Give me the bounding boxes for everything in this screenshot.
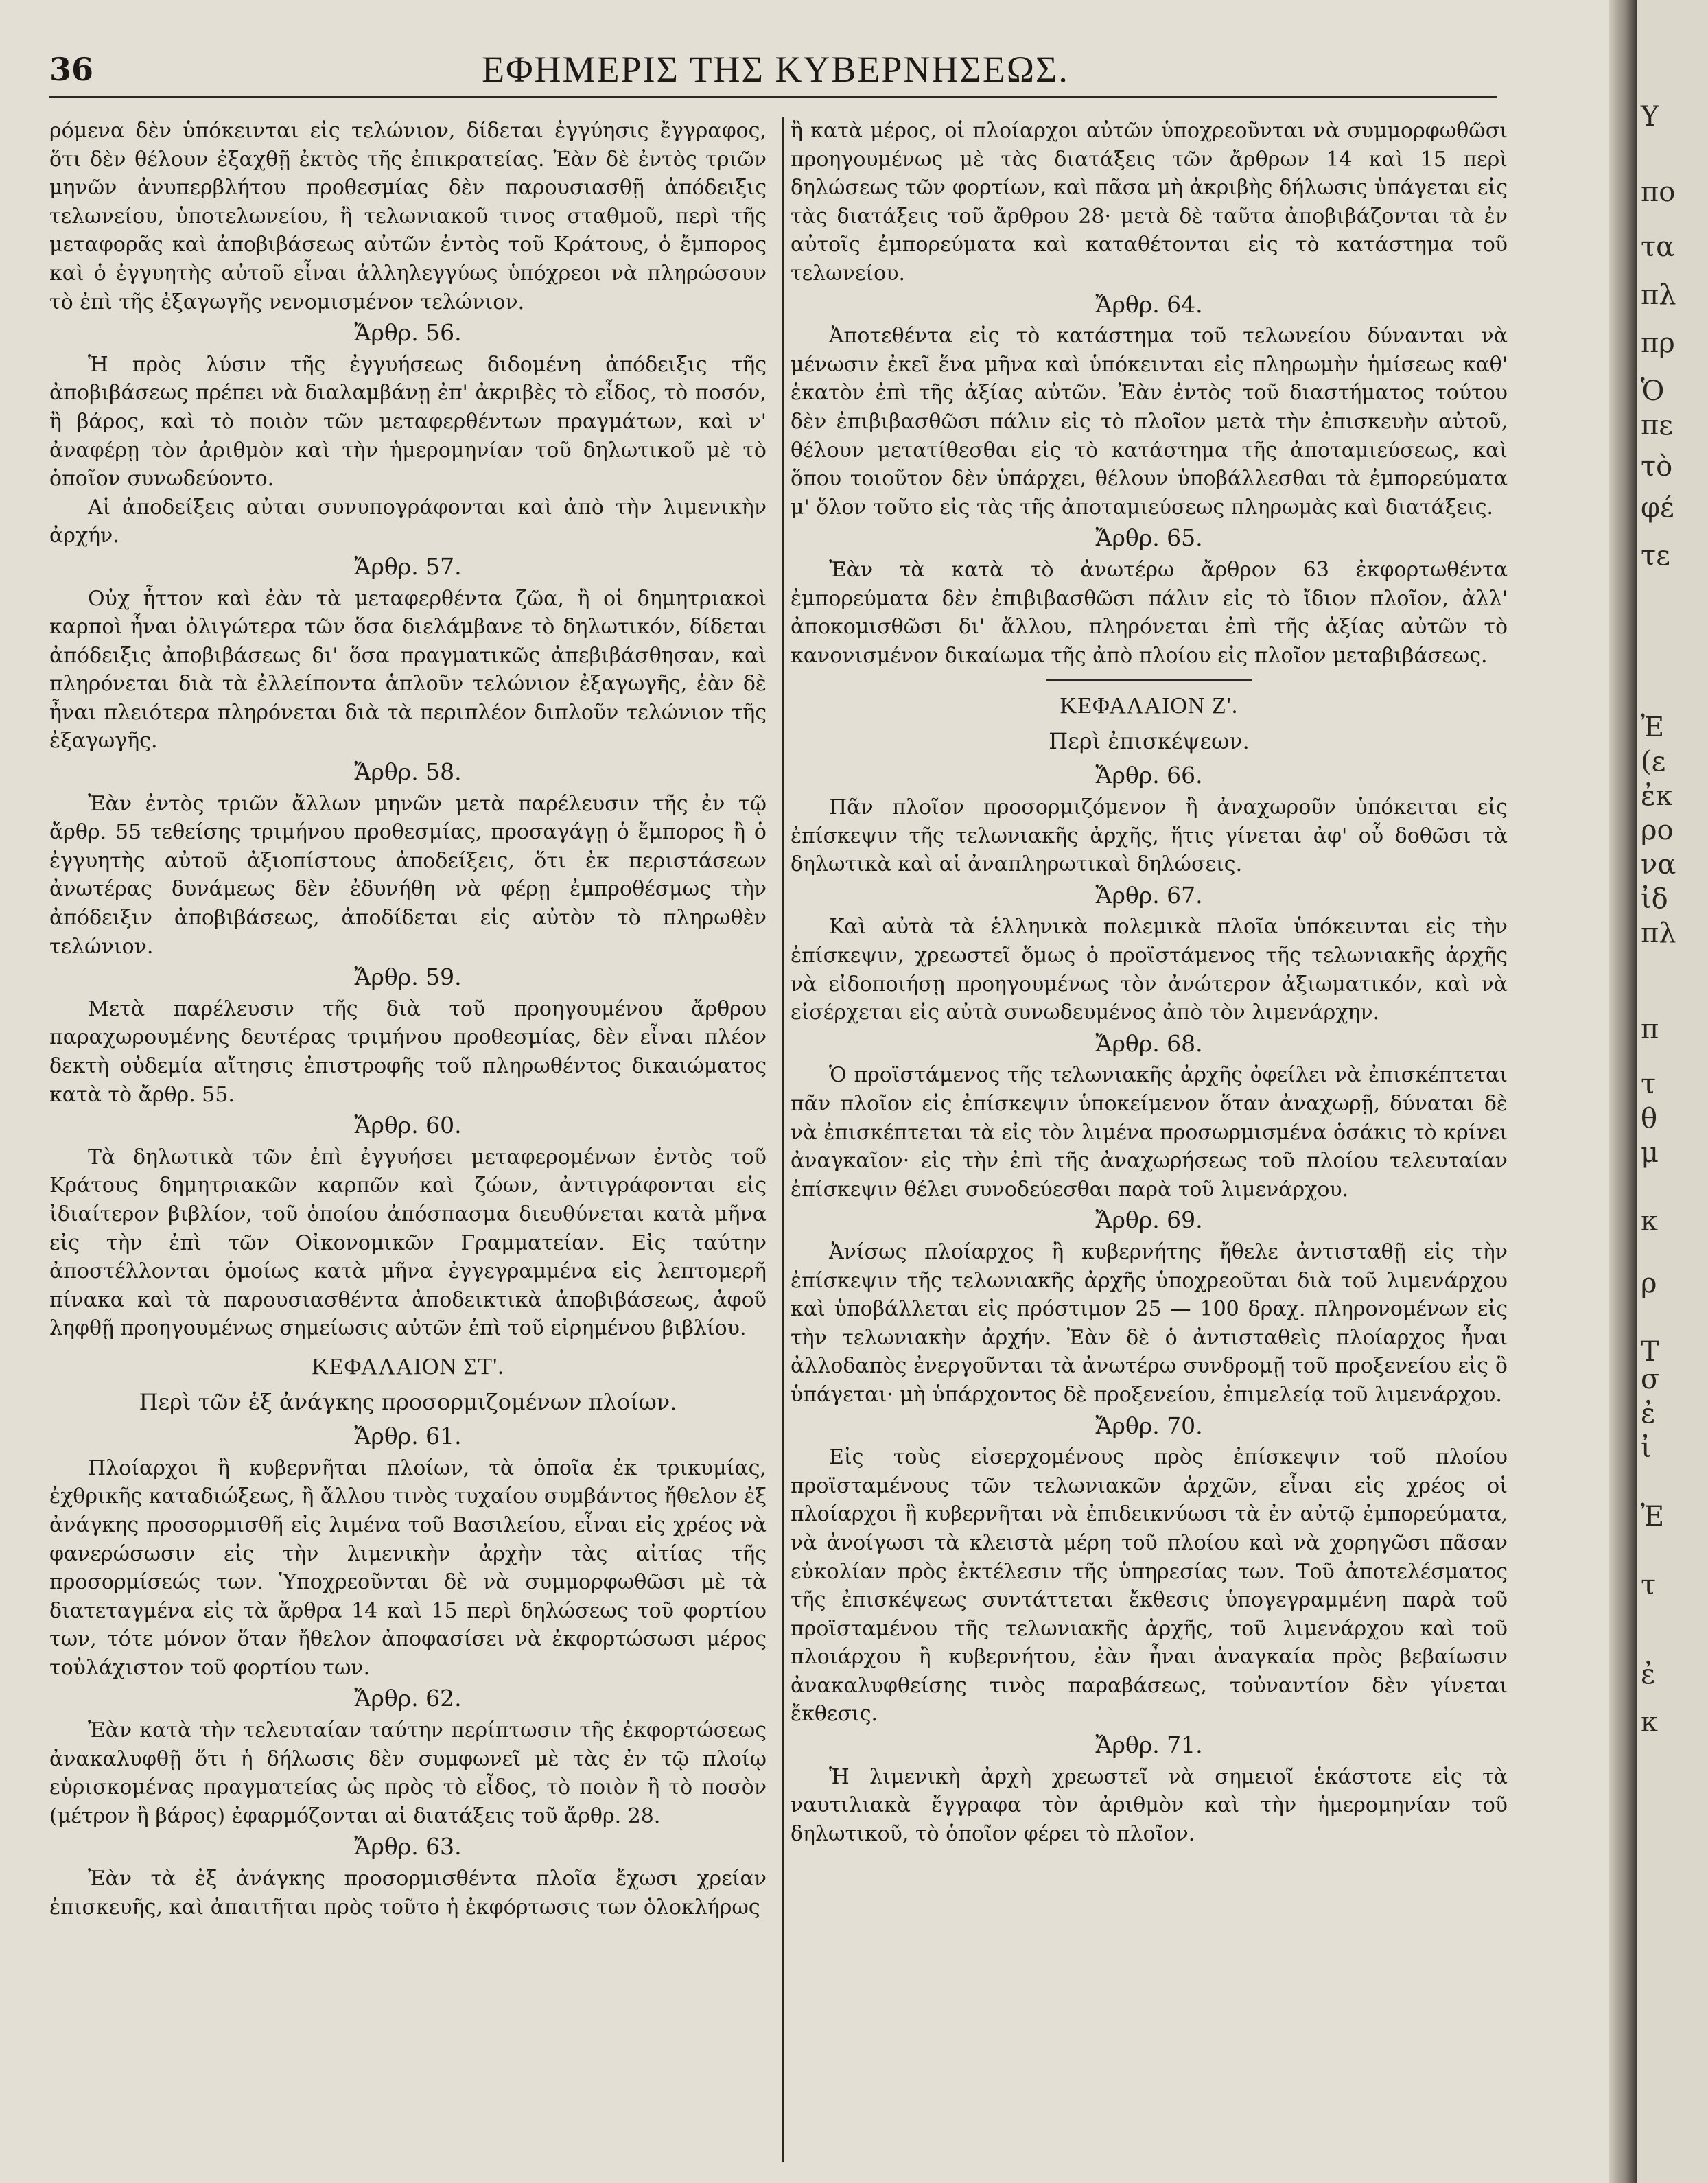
adjacent-page-fragment: ἐκ	[1641, 780, 1673, 812]
article-heading: Ἄρθρ. 70.	[1095, 1412, 1203, 1439]
adjacent-page-fragment: ρ	[1641, 1268, 1657, 1299]
article-heading: Ἄρθρ. 56.	[354, 319, 462, 347]
article-heading: Ἄρθρ. 66.	[1095, 762, 1203, 789]
adjacent-page-fragment: Ἐ	[1641, 1501, 1665, 1532]
adjacent-page-fragment: να	[1641, 849, 1676, 880]
page-number: 36	[49, 51, 94, 88]
article-heading: Ἄρθρ. 62.	[354, 1685, 462, 1712]
paragraph: Ἡ λιμενικὴ ἀρχὴ χρεωστεῖ νὰ σημειοῖ ἑκάστοτε εἰς τὰ ναυτιλιακὰ ἔγγραφα τὸν ἀριθμὸν καὶ τὴν ἡμερομηνίαν τοῦ δηλωτικοῦ, τὸ ὁποῖον φέρει τὸ πλοῖον.	[791, 1764, 1508, 1846]
paragraph: Ἀνίσως πλοίαρχος ἢ κυβερνήτης ἤθελε ἀντισταθῇ εἰς τὴν ἐπίσκεψιν τῆς τελωνιακῆς ἀρχῆς ὑποχρεοῦται διὰ τοῦ λιμενάρχου καὶ ὑποβάλλεται εἰς πρόστιμον 25 — 100 δραχ. πληρονομένων εἰς τὴν τελωνιακὴν ἀρχήν. Ἐὰν δὲ ὁ ἀντισταθεὶς πλοίαρχος ἦναι ἀλλοδαπὸς ἐνεργοῦνται τὰ ἀνωτέρω συνδρομῇ τοῦ προξενείου εἰς ὃ ὑπάγεται· μὴ ὑπάρχοντος δὲ προξενείου, ἐπιμελείᾳ τοῦ λιμενάρχου.	[791, 1239, 1508, 1407]
article-heading: Ἄρθρ. 68.	[1095, 1029, 1203, 1057]
adjacent-page-fragment: θ	[1641, 1103, 1658, 1134]
paragraph: ἢ κατὰ μέρος, οἱ πλοίαρχοι αὐτῶν ὑποχρεοῦνται νὰ συμμορφωθῶσι προηγουμένως μὲ τὰς διατάξεις τῶν ἄρθρων 14 καὶ 15 περὶ δηλώσεως τῶν φορτίων, καὶ πᾶσα μὴ ἀκριβὴς δήλωσις ὑπάγεται εἰς τὰς διατάξεις τοῦ ἄρθρου 28· μετὰ δὲ ταῦτα ἀποβιβάζονται τὰ ἐν αὐτοῖς ἐμπορεύματα καὶ καταθέτονται εἰς τὸ κατάστημα τοῦ τελωνείου.	[791, 119, 1508, 285]
paragraph: Μετὰ παρέλευσιν τῆς διὰ τοῦ προηγουμένου ἄρθρου παραχωρουμένης δευτέρας τριμήνου προθεσμίας, δὲν εἶναι πλέον δεκτὴ οὐδεμία αἴτησις ἐπιστροφῆς τοῦ πληρωθέντος δικαιώματος κατὰ τὸ ἄρθρ. 55.	[49, 996, 767, 1107]
paragraph: Ἐὰν τὰ ἐξ ἀνάγκης προσορμισθέντα πλοῖα ἔχωσι χρείαν ἐπισκευῆς, καὶ ἀπαιτῆται πρὸς τοῦτο ἡ ἐκφόρτωσις των ὁλοκλήρως	[49, 1867, 767, 1919]
article-heading: Ἄρθρ. 57.	[354, 552, 462, 580]
adjacent-page-fragment: μ	[1641, 1137, 1659, 1169]
paragraph: Οὐχ ἧττον καὶ ἐὰν τὰ μεταφερθέντα ζῶα, ἢ οἱ δημητριακοὶ καρποὶ ἦναι ὀλιγώτερα τῶν ὅσα διελάμβανε τὸ δηλωτικόν, δίδεται ἀπόδειξις ἀποβιβάσεως δι' ὅσα πραγματικῶς ἀπεβιβάσθησαν, καὶ πληρόνεται διὰ τὰ ἐλλείποντα ἁπλοῦν τελώνιον ἐξαγωγῆς, ἐὰν δὲ ἦναι πλειότερα πληρόνεται διὰ τὰ περιπλέον διπλοῦν τελώνιον τῆς ἐξαγωγῆς.	[49, 586, 767, 754]
paragraph: Πλοίαρχοι ἢ κυβερνῆται πλοίων, τὰ ὁποῖα ἐκ τρικυμίας, ἐχθρικῆς καταδιώξεως, ἢ ἄλλου τινὸς τυχαίου συμβάντος ἤθελον ἐξ ἀνάγκης προσορμισθῆ εἰς λιμένα τοῦ Βασιλείου, εἶναι εἰς χρέος νὰ φανερώσωσιν εἰς τὴν λιμενικὴν ἀρχὴν τὰς αἰτίας τῆς προσορμίσεώς των. Ὑποχρεοῦνται δὲ νὰ συμμορφωθῶσι μὲ τὰ διατεταγμένα εἰς τὰ ἄρθρα 14 καὶ 15 περὶ δηλώσεως τοῦ φορτίου των, τότε μόνον ὅταν ἤθελον ἀποφασίσει νὰ ἐκφορτώσωσι μέρος τοὐλάχιστον τοῦ φορτίου των.	[49, 1456, 767, 1680]
adjacent-page-fragment: πο	[1641, 176, 1676, 208]
adjacent-page-fragment: τ	[1641, 1069, 1657, 1100]
right-column	[791, 117, 1508, 1848]
article-heading: Ἄρθρ. 65.	[1095, 524, 1203, 552]
adjacent-page-fragment: ἐ	[1641, 1398, 1656, 1429]
adjacent-page-fragment: Ἐ	[1641, 712, 1665, 743]
book-gutter	[1609, 0, 1637, 2183]
article-heading: Ἄρθρ. 64.	[1095, 290, 1203, 318]
adjacent-page-fragment: σ	[1641, 1364, 1660, 1395]
article-heading: Ἄρθρ. 69.	[1095, 1206, 1203, 1234]
adjacent-page-fragment: τὸ	[1641, 451, 1673, 482]
adjacent-page-fragment: Υ	[1641, 101, 1659, 132]
paragraph: Αἱ ἀποδείξεις αὐται συνυπογράφονται καὶ ἀπὸ τὴν λιμενικὴν ἀρχήν.	[49, 495, 767, 548]
paragraph: Πᾶν πλοῖον προσορμιζόμενον ἢ ἀναχωροῦν ὑπόκειται εἰς ἐπίσκεψιν τῆς τελωνιακῆς ἀρχῆς, ἥτις γίνεται ἀφ' οὗ δοθῶσι τὰ δηλωτικὰ καὶ αἱ ἀναπληρωτικαὶ δηλώσεις.	[791, 795, 1508, 877]
adjacent-page-fragment: πλ	[1641, 279, 1676, 311]
paragraph: Ἡ πρὸς λύσιν τῆς ἐγγυήσεως διδομένη ἀπόδειξις τῆς ἀποβιβάσεως πρέπει νὰ διαλαμβάνῃ ἐπ' ἀκριβὲς τὸ εἶδος, τὸ ποσόν, ἢ βάρος, καὶ τὸ ποιὸν τῶν μεταφερθέντων πραγμάτων, καὶ ν' ἀναφέρῃ τὸν ἀριθμὸν καὶ τὴν ἡμερομηνίαν τοῦ δηλωτικοῦ μὲ τὸ ὁποῖον συνωδεύοντο.	[49, 352, 767, 491]
paragraph: Καὶ αὐτὰ τὰ ἑλληνικὰ πολεμικὰ πλοῖα ὑπόκεινται εἰς τὴν ἐπίσκεψιν, χρεωστεῖ ὅμως ὁ προϊστάμενος τῆς τελωνιακῆς ἀρχῆς νὰ εἰδοποιήσῃ προηγουμένως τὸν ἀνώτερον ἀξιωματικόν, καὶ νὰ εἰσέρχεται εἰς αὐτὰ συνωδευμένος ἀπὸ τὸν λιμενάρχην.	[791, 915, 1508, 1025]
adjacent-page-fragment: τα	[1641, 231, 1675, 263]
running-title: ΕΦΗΜΕΡΙΣ ΤΗΣ ΚΥΒΕΡΝΗΣΕΩΣ.	[482, 49, 1069, 90]
adjacent-page-fragment: κ	[1641, 1707, 1658, 1738]
paragraph: Ἀποτεθέντα εἰς τὸ κατάστημα τοῦ τελωνείου δύνανται νὰ μένωσιν ἐκεῖ ἕνα μῆνα καὶ ὑπόκεινται εἰς πληρωμὴν ἡμίσεως καθ' ἑκατὸν ἐπὶ τῆς ἀξίας αὐτῶν. Ἐὰν ἐντὸς τοῦ διαστήματος τούτου δὲν ἐπιβιβασθῶσι πάλιν εἰς τὸ πλοῖον μετὰ τὴν ἐπισκευὴν αὐτοῦ, θέλουν μετατίθεσθαι εἰς τὸ κατάστημα τῆς ἀποταμιεύσεως, καὶ ὅπου τοιοῦτον δὲν ὑπάρχει, θέλουν ὑποβάλλεσθαι τὰ ἐμπορεύματα μ' ὅλον τοῦτο εἰς τὰς τῆς ἀποταμιεύσεως πληρωμὰς καὶ διατάξεις.	[791, 324, 1508, 520]
adjacent-page-fragment: π	[1641, 1014, 1659, 1045]
section-rule	[1046, 679, 1252, 681]
paragraph: Ἐὰν τὰ κατὰ τὸ ἀνωτέρω ἄρθρον 63 ἐκφορτωθέντα ἐμπορεύματα δὲν ἐπιβιβασθῶσι πάλιν εἰς τὸ ἴδιον πλοῖον, ἀλλ' ἀποκομισθῶσι δι' ἄλλου, πληρόνεται ἐπὶ τῆς ἀξίας αὐτῶν τὸ κανονισμένον δικαίωμα τῆς ἀπὸ πλοίου εἰς πλοῖον μεταβιβάσεως.	[791, 557, 1508, 668]
adjacent-page-fragment: κ	[1641, 1206, 1658, 1237]
article-heading: Ἄρθρ. 71.	[1095, 1731, 1203, 1759]
adjacent-page-fragment: ἐ	[1641, 1659, 1656, 1690]
left-column	[49, 117, 767, 1922]
adjacent-page-fragment: τε	[1641, 540, 1670, 572]
article-heading: Ἄρθρ. 61.	[354, 1423, 462, 1450]
column-divider	[782, 117, 784, 2162]
article-heading: Ἄρθρ. 60.	[354, 1112, 462, 1139]
adjacent-page-fragment: (ε	[1641, 746, 1666, 778]
adjacent-page-fragment: πε	[1641, 410, 1674, 441]
chapter-heading: ΚΕΦΑΛΑΙΟΝ ΣΤ'.	[312, 1353, 504, 1379]
adjacent-page-fragment: Τ	[1641, 1336, 1659, 1368]
adjacent-page-fragment: πρ	[1641, 327, 1675, 359]
article-heading: Ἄρθρ. 59.	[354, 964, 462, 991]
paragraph: Ὁ προϊστάμενος τῆς τελωνιακῆς ἀρχῆς ὀφείλει νὰ ἐπισκέπτεται πᾶν πλοῖον εἰς ἐπίσκεψιν ὑποκείμενον ὅταν ἀναχωρῇ, δύναται δὲ νὰ ἐπισκέπτεται τὰ εἰς τὸν λιμένα προσωρμισμένα ὁσάκις τὸ κρίνει ἀναγκαῖον· εἰς τὴν ἐπὶ τῆς ἀναχωρήσεως τοῦ πλοίου τελευταίαν ἐπίσκεψιν θέλει συνοδεύεσθαι παρὰ τοῦ λιμενάρχου.	[791, 1063, 1508, 1202]
header-rule	[49, 96, 1497, 98]
paragraph: Τὰ δηλωτικὰ τῶν ἐπὶ ἐγγυήσει μεταφερομένων ἐντὸς τοῦ Κράτους δημητριακῶν καρπῶν καὶ ζώων, ἀντιγράφονται εἰς ἰδιαίτερον βιβλίον, τοῦ ὁποίου ἀπόσπασμα διευθύνεται κατὰ μῆνα εἰς τὴν ἐπὶ τῶν Οἰκονομικῶν Γραμματείαν. Εἰς ταύτην ἀποστέλλονται ὁμοίως κατὰ μῆνα ἐγγεγραμμένα εἰς λεπτομερῆ πίνακα καὶ τὰ παρουσιασθέντα ἀποδεικτικὰ ἀποβιβάσεως, ἀφοῦ ληφθῇ προηγουμένως σημείωσις αὐτῶν ἐπὶ τοῦ εἰρημένου βιβλίου.	[49, 1145, 767, 1341]
paragraph: Ἐὰν κατὰ τὴν τελευταίαν ταύτην περίπτωσιν τῆς ἐκφορτώσεως ἀνακαλυφθῇ ὅτι ἡ δήλωσις δὲν συμφωνεῖ μὲ τὰς ἐν τῷ πλοίῳ εὑρισκομένας πραγματείας ὡς πρὸς τὸ εἶδος, τὸ ποιὸν ἢ τὸ ποσὸν (μέτρον ἢ βάρος) ἐφαρμόζονται αἱ διατάξεις τοῦ ἄρθρ. 28.	[49, 1718, 767, 1828]
adjacent-page-fragment: ἰδ	[1641, 883, 1668, 915]
adjacent-page-fragment: Ὁ	[1641, 375, 1665, 407]
paragraph: Εἰς τοὺς εἰσερχομένους πρὸς ἐπίσκεψιν τοῦ πλοίου προϊσταμένους τῶν τελωνιακῶν ἀρχῶν, εἶναι εἰς χρέος οἱ πλοίαρχοι ἢ κυβερνῆται νὰ ἐπιδεικνύωσι τὰ ἐν αὐτῷ ἐμπορεύματα, νὰ ἀνοίγωσι τὰ κλειστὰ μέρη τοῦ πλοίου καὶ νὰ χορηγῶσι πᾶσαν εὐκολίαν πρὸς ἐκτέλεσιν τῆς ὑπηρεσίας των. Τοῦ ἀποτελέσματος τῆς ἐπισκέψεως συντάττεται ἔκθεσις ὑπογεγραμμένη παρὰ τοῦ προϊσταμένου τῆς τελωνιακῆς ἀρχῆς, τοῦ λιμενάρχου καὶ τοῦ πλοιάρχου ἢ κυβερνήτου, ἐὰν ἦναι ἀναγκαία πρὸς βεβαίωσιν ἀνακαλυφθείσης τινὸς παραβάσεως, τοὐναντίον δὲν γίνεται ἔκθεσις.	[791, 1445, 1508, 1727]
article-heading: Ἄρθρ. 58.	[354, 758, 462, 786]
adjacent-page-fragment: ρο	[1641, 815, 1674, 846]
adjacent-page-fragment: τ	[1641, 1569, 1657, 1601]
adjacent-page-edge	[1637, 0, 1708, 2183]
chapter-heading: ΚΕΦΑΛΑΙΟΝ Ζ'.	[1060, 693, 1239, 719]
chapter-subtitle: Περὶ ἐπισκέψεων.	[1049, 727, 1250, 754]
adjacent-page-fragment: φέ	[1641, 492, 1674, 524]
article-heading: Ἄρθρ. 67.	[1095, 881, 1203, 909]
article-heading: Ἄρθρ. 63.	[354, 1833, 462, 1860]
paragraph: ρόμενα δὲν ὑπόκεινται εἰς τελώνιον, δίδεται ἐγγύησις ἔγγραφος, ὅτι δὲν θέλουν ἐξαχθῇ ἐκτὸς τῆς ἐπικρατείας. Ἐὰν δὲ ἐντὸς τριῶν μηνῶν ἀνυπερβλήτου προθεσμίας δὲν παρουσιασθῇ ἀπόδειξις τελωνείου, ὑποτελωνείου, ἢ τελωνιακοῦ τινος σταθμοῦ, περὶ τῆς μεταφορᾶς καὶ ἀποβιβάσεως αὐτῶν ἐντὸς τοῦ Κράτους, ὁ ἔμπορος καὶ ὁ ἐγγυητὴς αὐτοῦ εἶναι ἀλληλεγγύως ὑπόχρεοι νὰ πληρώσουν τὸ ἐπὶ τῆς ἐξαγωγῆς νενομισμένον τελώνιον.	[49, 119, 767, 314]
paragraph: Ἐὰν ἐντὸς τριῶν ἄλλων μηνῶν μετὰ παρέλευσιν τῆς ἐν τῷ ἄρθρ. 55 τεθείσης τριμήνου προθεσμίας, προσαγάγῃ ὁ ἔμπορος ἢ ὁ ἐγγυητὴς αὐτοῦ ἀξιοπίστους ἀποδείξεις, ὅτι ἐκ περιστάσεων ἀνωτέρας δυνάμεως δὲν ἐδυνήθη νὰ φέρῃ ἐμπροθέσμως τὴν ἀπόδειξιν ἀποβιβάσεως, ἀποδίδεται εἰς αὐτὸν τὸ πληρωθὲν τελώνιον.	[49, 791, 767, 959]
adjacent-page-fragment: ἰ	[1641, 1432, 1652, 1464]
chapter-subtitle: Περὶ τῶν ἐξ ἀνάγκης προσορμιζομένων πλοίων.	[139, 1388, 677, 1415]
adjacent-page-fragment: πλ	[1641, 918, 1676, 949]
